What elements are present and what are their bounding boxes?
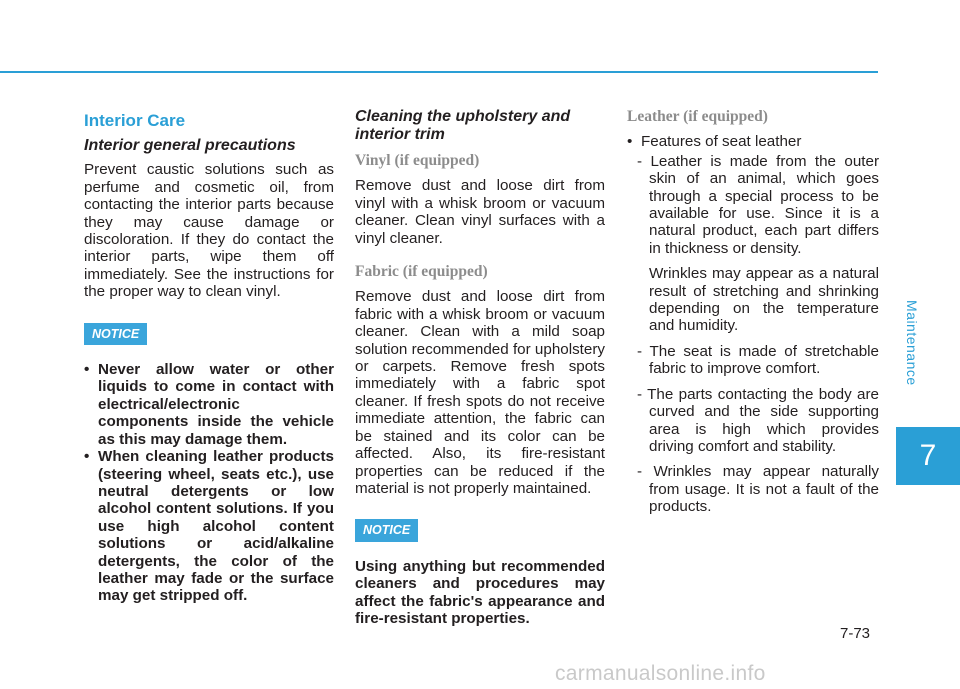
vinyl-paragraph: Remove dust and loose dirt from vinyl with a whisk broom or vacuum cleaner. Clean vinyl surfaces with a vinyl cleaner. [355, 177, 605, 247]
leather-feature: - Leather is made from the outer skin of an animal, which goes through a special process to be available for use. Since it is a natural product, each part differs in thickness or density. [637, 152, 879, 257]
leather-feature: - The parts contacting the body are curved and the side supporting area is high which provides driving comfort and stability. [637, 385, 879, 455]
fabric-paragraph: Remove dust and loose dirt from fabric with a whisk broom or vacuum cleaner. Clean with a mild soap solution recommended for upholstery or carpets. Remove fresh spots immediately with a fabric spot cleaner. If fresh spots do not receive immediate attention, the fabric can be stained and its color can be affected. Also, its fire-resistant properties can be reduced if the material is not properly maintained. [355, 288, 605, 497]
subsection-heading: Interior general precautions [84, 137, 296, 155]
precautions-paragraph: Prevent caustic solutions such as perfume and cosmetic oil, from contacting the interior parts because they may cause damage or discoloration. If they do contact the interior parts, wipe them off immediately. See the instructions for the proper way to clean vinyl. [84, 161, 334, 301]
watermark: carmanualsonline.info [555, 662, 766, 685]
chapter-number-tab: 7 [896, 427, 960, 485]
leather-bullet: • Features of seat leather [627, 133, 879, 150]
page-number: 7-73 [840, 625, 871, 642]
fabric-heading: Fabric (if equipped) [355, 263, 488, 281]
section-heading: Interior Care [84, 111, 186, 130]
leather-features [627, 153, 879, 257]
leather-feature-continuation: Wrinkles may appear as a natural result of stretching and shrinking depending on the temperature and humidity. [649, 265, 879, 335]
column-1 [84, 108, 334, 605]
notice-list [84, 361, 334, 605]
notice-item: • Never allow water or other liquids to come in contact with electrical/electronic components inside the vehicle as this may damage them. [84, 361, 334, 448]
column-2 [355, 108, 605, 627]
leather-feature: - Wrinkles may appear naturally from usage. It is not a fault of the products. [637, 463, 879, 516]
vinyl-heading: Vinyl (if equipped) [355, 152, 480, 169]
leather-heading: Leather (if equipped) [627, 108, 768, 125]
leather-feature: - The seat is made of stretchable fabric to improve comfort. [637, 342, 879, 378]
column-3 [627, 108, 879, 516]
notice-badge: NOTICE [355, 519, 418, 541]
leather-features [627, 343, 879, 516]
notice-item: • When cleaning leather products (steering wheel, seats etc.), use neutral detergents or low alcohol content solutions. If you use high alcohol content solutions or acid/alkaline detergents, the color of the leather may fade or the surface may get stripped off. [84, 448, 334, 605]
leather-list [627, 133, 879, 150]
section-side-label: Maintenance [904, 300, 920, 386]
notice-badge: NOTICE [84, 323, 147, 345]
notice-paragraph: Using anything but recommended cleaners and procedures may affect the fabric's appearance and fire-resistant properties. [355, 557, 605, 627]
top-rule [0, 71, 878, 73]
subsection-heading: Cleaning the upholstery and interior trim [355, 108, 571, 143]
